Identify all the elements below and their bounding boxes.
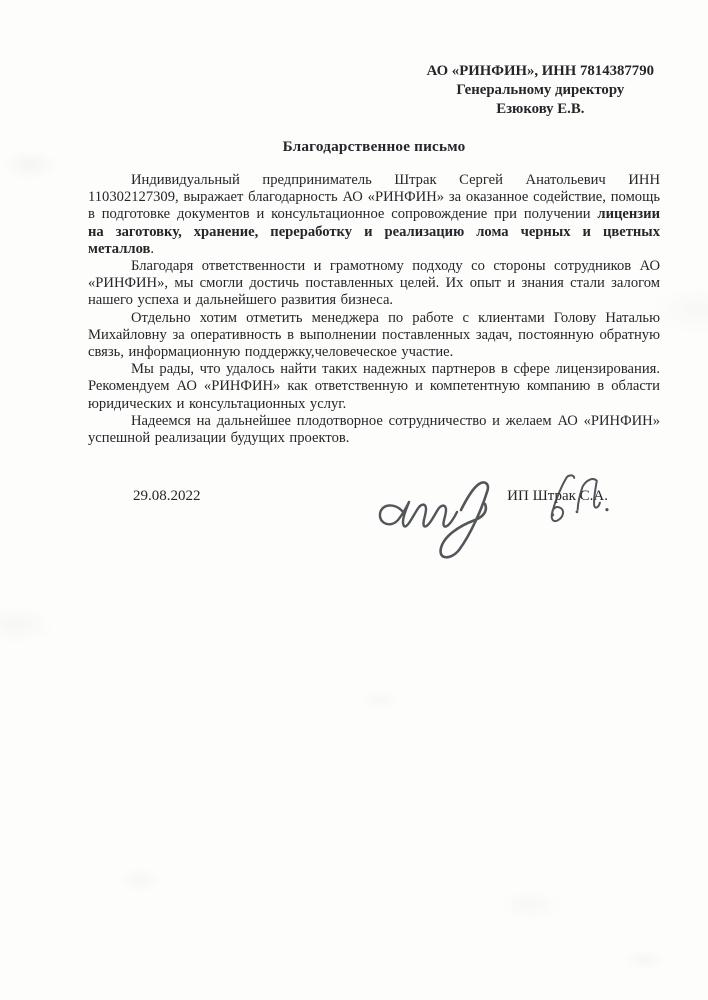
recipient-company: АО «РИНФИН», ИНН 7814387790: [426, 63, 654, 79]
recipient-name: Езюкову Е.В.: [496, 101, 585, 117]
paragraph-4: Мы рады, что удалось найти таких надежных партнеров в сфере лицензирования. Рекомендуем АО «РИНФИН» как ответственную и компетентную компанию в области юридических и консультационных услуг.: [88, 361, 660, 412]
paragraph-3: Отдельно хотим отметить менеджера по работе с клиентами Голову Наталью Михайловну за оперативность в выполнении поставленных задач, постоянную обратную связь, информационную поддержку,человеческое участие.: [88, 309, 660, 361]
letter-date: 29.08.2022: [133, 488, 201, 505]
signer-name: ИП Штрак С.А.: [507, 488, 608, 505]
handwritten-signature: [365, 450, 615, 575]
recipient-block: [427, 62, 654, 119]
initials-dot-2: [605, 508, 609, 512]
paragraph-2: Благодаря ответственности и грамотному подходу со стороны сотрудников АО «РИНФИН», мы смогли достичь поставленных целей. Их опыт и знания стали залогом нашего успеха и дальнейшего развития бизнеса.: [88, 258, 660, 309]
recipient-position: Генеральному директору: [456, 82, 625, 98]
signature-row: [88, 487, 660, 505]
signature-scribble: [380, 502, 457, 527]
paragraph-1-tail: .: [150, 240, 155, 257]
letter-body: [88, 172, 660, 447]
letter-title: Благодарственное письмо: [282, 138, 466, 155]
paragraph-1-bold-phrase: лицензии на заготовку, хранение, переработку и реализацию лома черных и цветных металлов: [88, 206, 660, 257]
initials-dot-1: [575, 510, 578, 513]
paragraph-5: Надеемся на дальнейшее плодотворное сотрудничество и желаем АО «РИНФИН» успешной реализации будущих проектов.: [88, 412, 660, 447]
paragraph-1: [88, 172, 660, 258]
paragraph-1-text: Индивидуальный предприниматель Штрак Сергей Анатольевич ИНН 110302127309, выражает благодарность АО «РИНФИН» за оказанное содействие, помощь в подготовке документов и консультационное сопровождение при получении: [88, 172, 660, 223]
